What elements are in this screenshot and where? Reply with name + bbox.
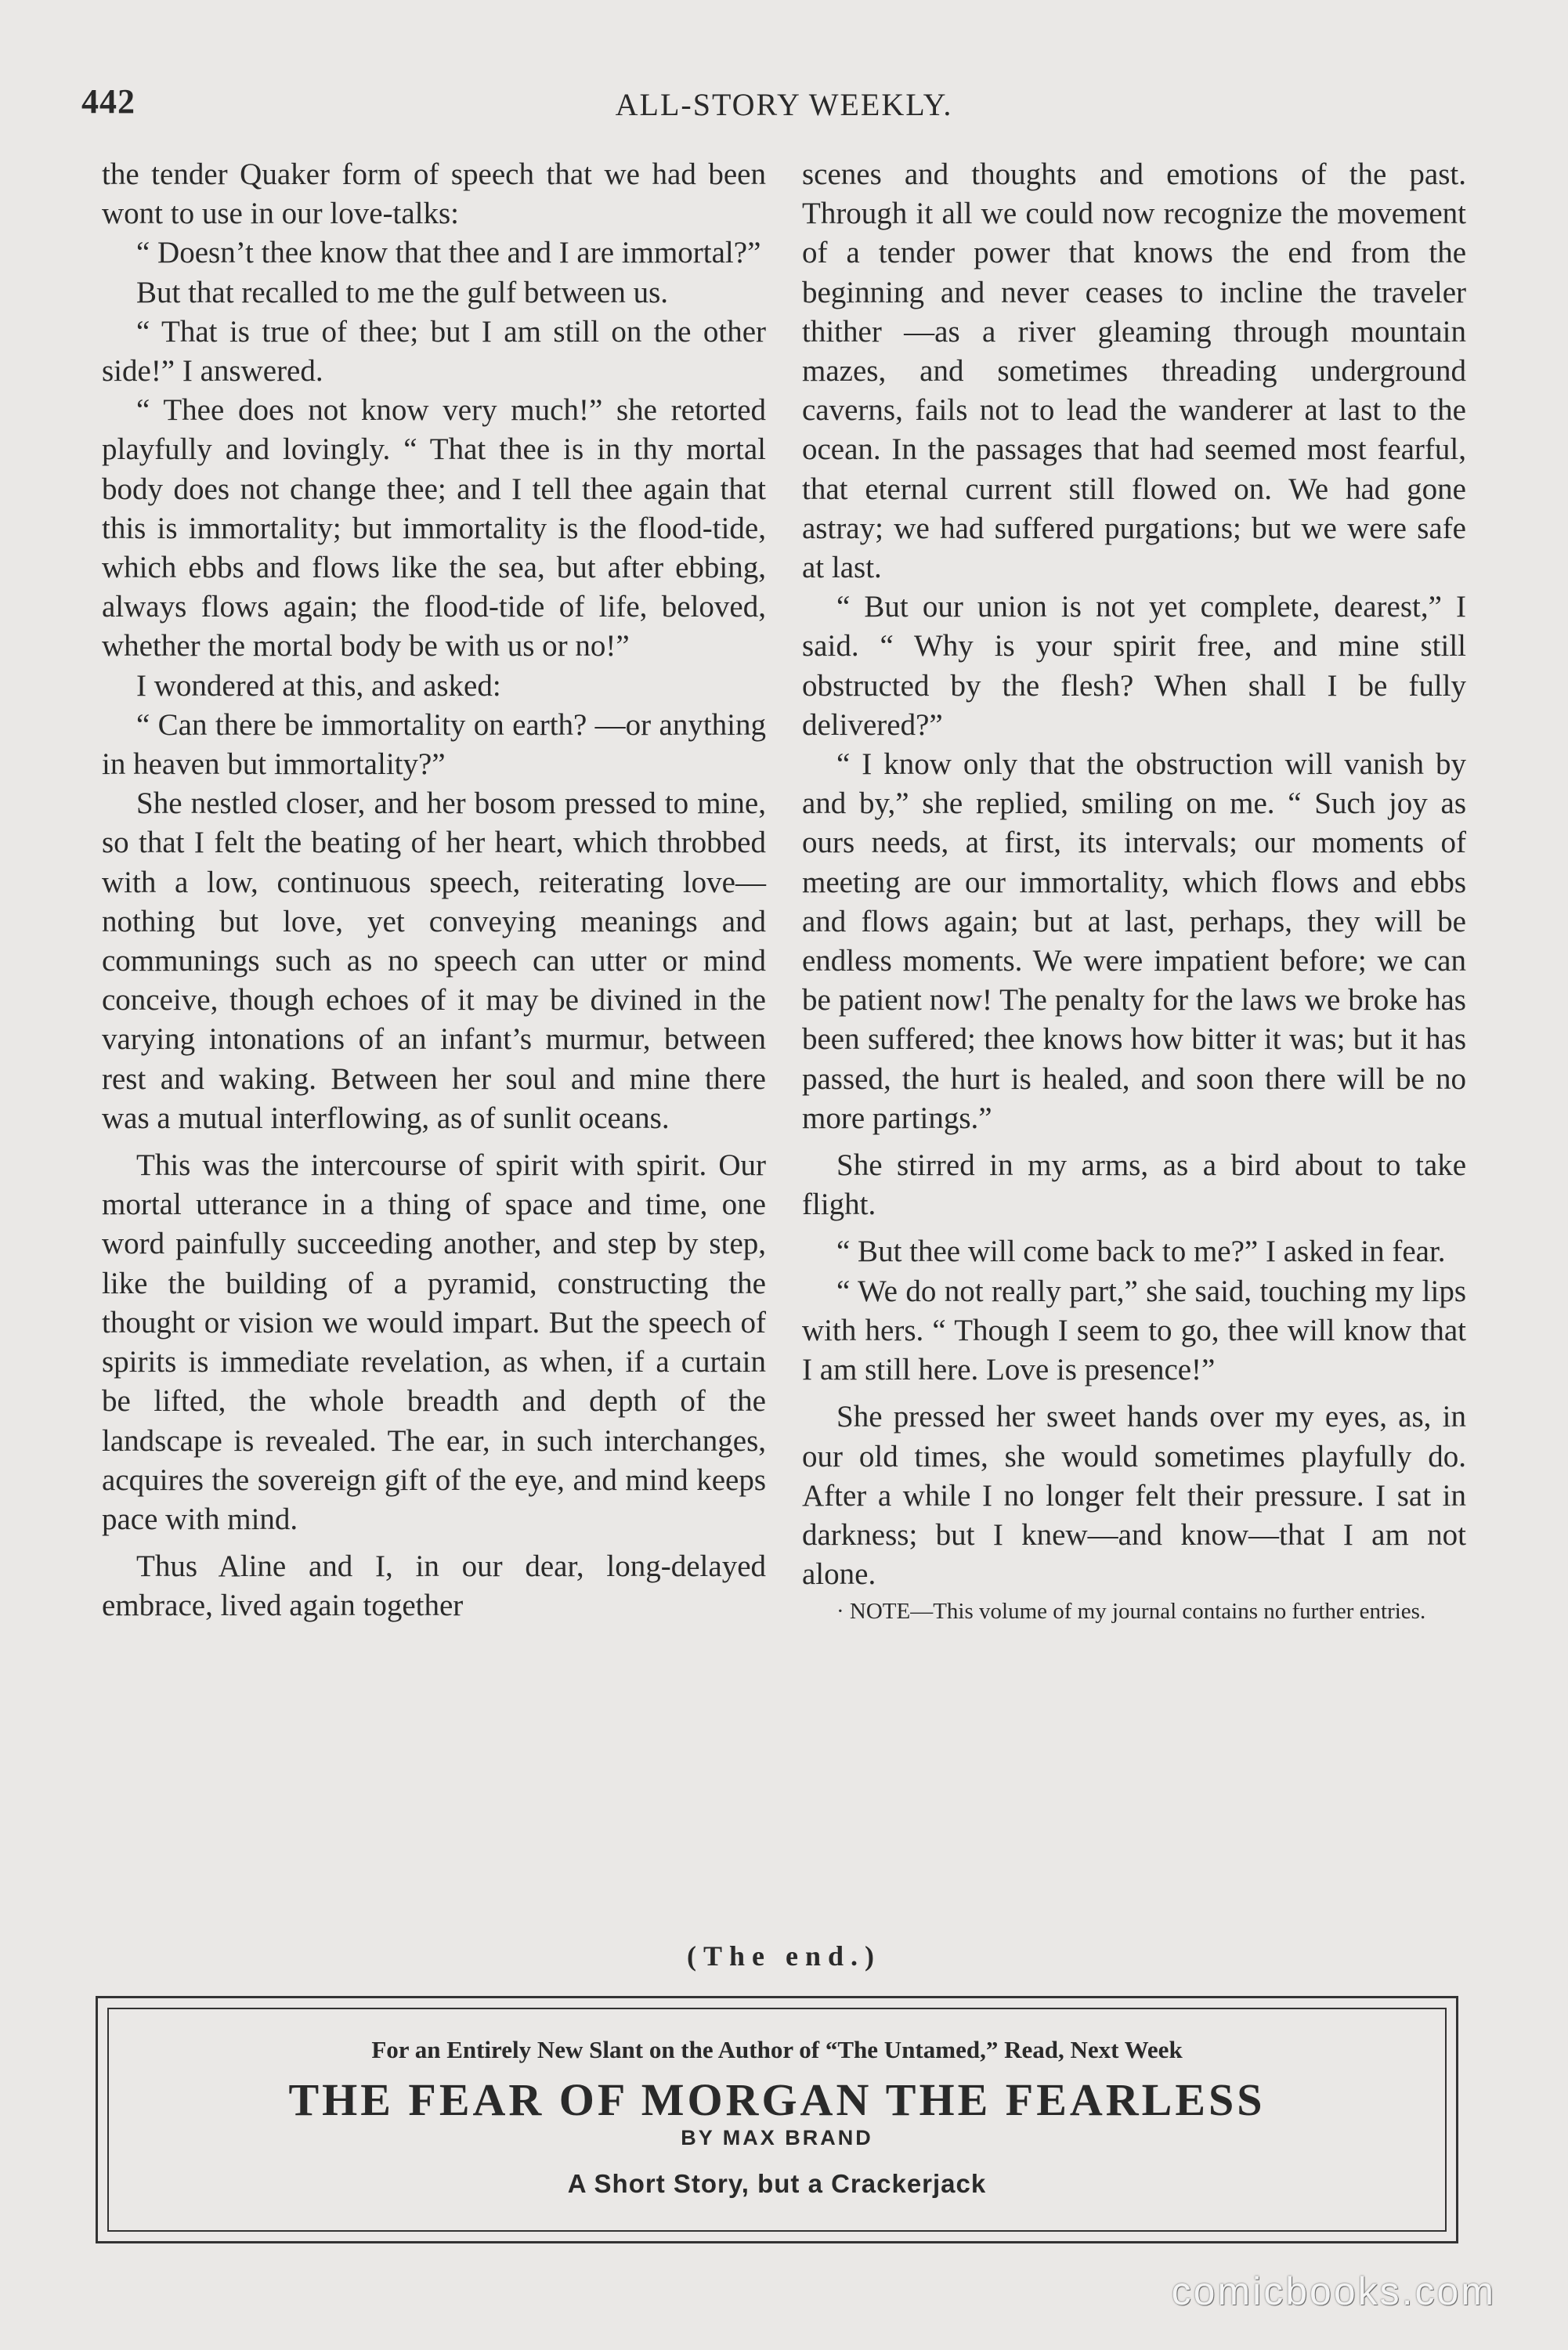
paragraph: the tender Quaker form of speech that we had been wont to use in our love-talks: <box>102 157 766 231</box>
paragraph: “ Thee does not know very much!” she retorted playfully and lovingly. “ That thee is in thy mortal body does not change thee; and I tell thee again that this is immortality; but immortality is the flood-tide, which ebbs and flows like the sea, but after ebbing, always flows again; the flood-tide of life, beloved, whether the mortal body be with us or no!” <box>102 393 766 663</box>
page-number: 442 <box>81 82 135 121</box>
paragraph: “ That is true of thee; but I am still on the other side!” I answered. <box>102 314 766 389</box>
the-end-marker: (The end.) <box>686 1940 881 1972</box>
paragraph: But that recalled to me the gulf between us. <box>136 275 669 309</box>
watermark: comicbooks.com <box>1171 2269 1496 2313</box>
paragraph: “ I know only that the obstruction will vanish by and by,” she replied, smiling on me. “ Such joy as ours needs, at first, its intervals; our moments of meeting are our immortality, which flows and ebbs and flows again; but at last, perhaps, they will be endless moments. We were impatient before; we can be patient now! The penalty for the laws we broke has been suffered; thee knows how bitter it was; but it has passed, the hurt is healed, and soon there will be no more partings.” <box>802 747 1466 1135</box>
ad-title: THE FEAR OF MORGAN THE FEARLESS <box>288 2074 1266 2125</box>
paragraph: scenes and thoughts and emotions of the past. Through it all we could now recognize the movement of a tender power that knows the end from the beginning and never ceases to incline the traveler thither —as a river gleaming through mountain mazes, and sometimes threading underground caverns, fails not to lead the wanderer at last to the ocean. In the passages that had seemed most fearful, that eternal current still flowed on. We had gone astray; we had suffered purgations; but we were safe at last. <box>802 157 1466 585</box>
paragraph: She pressed her sweet hands over my eyes, as, in our old times, she would sometimes playfully do. After a while I no longer felt their pressure. I sat in darkness; but I knew—and know—that I am not alone. <box>802 1400 1466 1592</box>
ad-tagline: A Short Story, but a Crackerjack <box>567 2169 987 2198</box>
paragraph: “ We do not really part,” she said, touching my lips with hers. “ Though I seem to go, thee will know that I am still here. Love is presence!” <box>802 1274 1466 1387</box>
paragraph: She stirred in my arms, as a bird about to take flight. <box>802 1148 1466 1222</box>
footnote: · NOTE—This volume of my journal contains no further entries. <box>836 1599 1426 1625</box>
paragraph: She nestled closer, and her bosom pressed to mine, so that I felt the beating of her heart, which throbbed with a low, continuous speech, reiterating love—nothing but love, yet conveying meanings and communings such as no speech can utter or mind conceive, though echoes of it may be divined in the varying intonations of an infant’s murmur, between rest and waking. Between her soul and mine there was a mutual interflowing, as of sunlit oceans. <box>102 786 766 1135</box>
paragraph: “ Can there be immortality on earth? —or anything in heaven but immortality?” <box>102 707 766 782</box>
left-column <box>102 155 766 1626</box>
running-head: ALL-STORY WEEKLY. <box>615 87 953 122</box>
paragraph: This was the intercourse of spirit with spirit. Our mortal utterance in a thing of space and time, one word painfully succeeding another, and step by step, like the building of a pyramid, constructing the thought or vision we would impart. But the speech of spirits is immediate revelation, as when, if a curtain be lifted, the whole breadth and depth of the landscape is revealed. The ear, in such interchanges, acquires the sovereign gift of the eye, and mind keeps pace with mind. <box>102 1148 766 1536</box>
paragraph: “ But our union is not yet complete, dearest,” I said. “ Why is your spirit free, and mine still obstructed by the flesh? When shall I be fully delivered?” <box>802 590 1466 742</box>
paragraph: “ But thee will come back to me?” I asked in fear. <box>836 1235 1446 1269</box>
paragraph: “ Doesn’t thee know that thee and I are immortal?” <box>136 236 761 270</box>
advertisement-inner-frame <box>107 2008 1447 2232</box>
right-column <box>802 155 1466 1629</box>
paragraph: Thus Aline and I, in our dear, long-delayed embrace, lived again together <box>102 1549 766 1623</box>
paragraph: I wondered at this, and asked: <box>136 668 501 703</box>
advertisement-box <box>96 1996 1458 2243</box>
ad-kicker: For an Entirely New Slant on the Author of “The Untamed,” Read, Next Week <box>371 2036 1183 2063</box>
ad-author: BY MAX BRAND <box>681 2126 873 2149</box>
